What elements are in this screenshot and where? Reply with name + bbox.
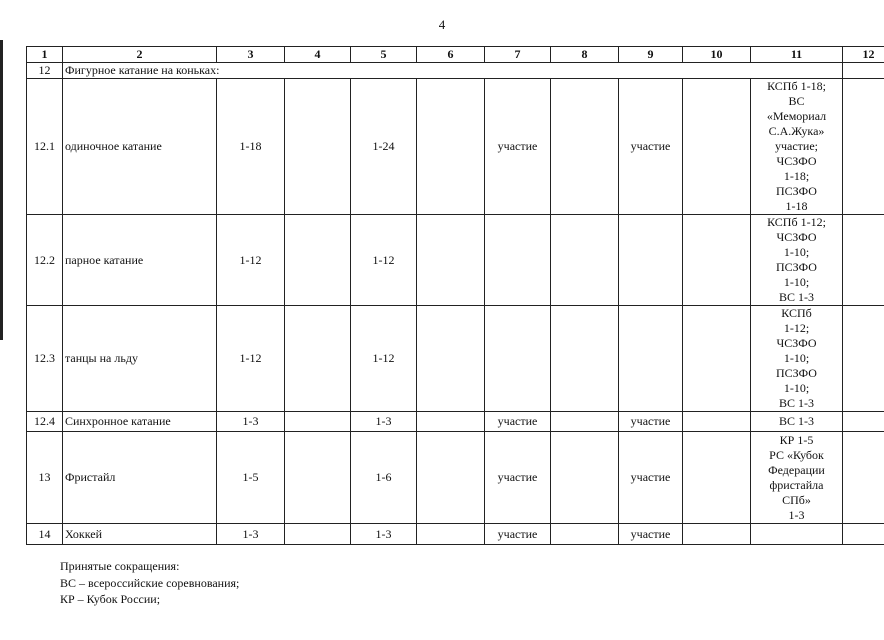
- cell-col4: [285, 215, 351, 306]
- row-number: 12: [27, 63, 63, 79]
- cell-col10: [683, 306, 751, 412]
- cell-line: Федерации: [768, 462, 825, 477]
- cell-col5: 1-6: [351, 432, 417, 524]
- cell-col11: [751, 79, 843, 215]
- cell-line: КСПб 1-18;: [767, 79, 826, 93]
- table-row: [27, 63, 884, 79]
- table-row: [27, 432, 884, 524]
- cell-line: ПСЗФО: [776, 184, 817, 198]
- cell-col3: 1-3: [217, 412, 285, 432]
- cell-col9: участие: [619, 432, 683, 524]
- discipline-name: танцы на льду: [63, 306, 217, 412]
- cell-line: КСПб: [781, 306, 812, 320]
- competition-table: [26, 46, 884, 545]
- cell-col7: участие: [485, 79, 551, 215]
- column-header: 4: [285, 47, 351, 63]
- cell-col4: [285, 432, 351, 524]
- column-header: 10: [683, 47, 751, 63]
- cell-col10: [683, 432, 751, 524]
- table-row: [27, 524, 884, 545]
- column-header: 6: [417, 47, 485, 63]
- notes-line: КР – Кубок России;: [60, 592, 161, 606]
- cell-col9: участие: [619, 412, 683, 432]
- cell-line: 1-3: [788, 507, 805, 522]
- cell-col7: [485, 306, 551, 412]
- cell-col4: [285, 412, 351, 432]
- cell-col7: участие: [485, 412, 551, 432]
- cell-col6: [417, 79, 485, 215]
- cell-col7: участие: [485, 524, 551, 545]
- cell-col10: [683, 524, 751, 545]
- row-number: 12.1: [27, 79, 63, 215]
- column-header: 8: [551, 47, 619, 63]
- table-header-row: [27, 47, 884, 63]
- discipline-name: Фристайл: [63, 432, 217, 524]
- discipline-name: одиночное катание: [63, 79, 217, 215]
- cell-col11: [751, 524, 843, 545]
- cell-line: 1-12;: [783, 321, 810, 335]
- cell-col8: [551, 432, 619, 524]
- cell-col4: [285, 79, 351, 215]
- cell-line: ВС 1-3: [778, 290, 814, 304]
- cell-col9: [619, 215, 683, 306]
- abbreviations-notes: [60, 558, 239, 608]
- cell-col6: [417, 412, 485, 432]
- row-number: 12.2: [27, 215, 63, 306]
- column-header: 7: [485, 47, 551, 63]
- discipline-name: парное катание: [63, 215, 217, 306]
- cell-col5: 1-24: [351, 79, 417, 215]
- table-row: [27, 306, 884, 412]
- cell-col10: [683, 412, 751, 432]
- cell-col4: [285, 524, 351, 545]
- cell-line: СПб»: [782, 492, 811, 507]
- cell-col5: 1-12: [351, 215, 417, 306]
- cell-col9: участие: [619, 524, 683, 545]
- cell-col8: [551, 412, 619, 432]
- cell-col3: 1-3: [217, 524, 285, 545]
- cell-line: ЧСЗФО: [776, 154, 817, 168]
- cell-col11: [751, 432, 843, 524]
- cell-line: ПСЗФО: [776, 366, 817, 380]
- table-row: [27, 215, 884, 306]
- cell-col8: [551, 215, 619, 306]
- cell-col10: [683, 215, 751, 306]
- cell-line: 1-10;: [783, 245, 810, 259]
- cell-line: ЧСЗФО: [776, 336, 817, 350]
- cell-line: КР 1-5: [779, 432, 814, 447]
- column-header: 12: [843, 47, 884, 63]
- row-number: 12.4: [27, 412, 63, 432]
- cell-col11: [751, 412, 843, 432]
- cell-line: 1-10;: [783, 275, 810, 289]
- cell-col10: [683, 79, 751, 215]
- scan-edge-bar: [0, 40, 3, 340]
- table-row: [27, 412, 884, 432]
- cell-line: ВС 1-3: [778, 396, 814, 410]
- cell-line: 1-10;: [783, 381, 810, 395]
- cell-line: 1-18: [785, 199, 808, 213]
- cell-line: С.А.Жука»: [768, 124, 825, 138]
- cell-col3: 1-12: [217, 306, 285, 412]
- row-number: 13: [27, 432, 63, 524]
- notes-line: ВС – всероссийские соревнования;: [60, 575, 240, 590]
- notes-title: Принятые сокращения:: [60, 559, 180, 573]
- cell-col7: участие: [485, 432, 551, 524]
- cell-col7: [485, 215, 551, 306]
- cell-col6: [417, 524, 485, 545]
- cell-line: 1-18;: [783, 169, 810, 183]
- cell-col12: [843, 63, 884, 79]
- row-number: 12.3: [27, 306, 63, 412]
- cell-col12: [843, 215, 884, 306]
- cell-col11: [751, 215, 843, 306]
- section-title: Фигурное катание на коньках:: [63, 63, 843, 79]
- cell-col9: участие: [619, 79, 683, 215]
- cell-col12: [843, 79, 884, 215]
- cell-col3: 1-5: [217, 432, 285, 524]
- cell-col12: [843, 524, 884, 545]
- cell-line: КСПб 1-12;: [767, 215, 826, 229]
- column-header: 1: [27, 47, 63, 63]
- cell-col9: [619, 306, 683, 412]
- cell-col8: [551, 306, 619, 412]
- cell-col12: [843, 306, 884, 412]
- cell-col6: [417, 306, 485, 412]
- discipline-name: Хоккей: [63, 524, 217, 545]
- cell-line: фристайла: [769, 477, 824, 492]
- cell-col3: 1-18: [217, 79, 285, 215]
- cell-col12: [843, 432, 884, 524]
- cell-line: ПСЗФО: [776, 260, 817, 274]
- table-row: [27, 79, 884, 215]
- column-header: 2: [63, 47, 217, 63]
- cell-col12: [843, 412, 884, 432]
- cell-col6: [417, 432, 485, 524]
- cell-col8: [551, 524, 619, 545]
- cell-col8: [551, 79, 619, 215]
- cell-line: РС «Кубок: [769, 447, 824, 462]
- cell-line: ЧСЗФО: [776, 230, 817, 244]
- cell-line: «Мемориал: [766, 109, 827, 123]
- column-header: 9: [619, 47, 683, 63]
- cell-col3: 1-12: [217, 215, 285, 306]
- row-number: 14: [27, 524, 63, 545]
- cell-col5: 1-3: [351, 524, 417, 545]
- cell-col11: [751, 306, 843, 412]
- cell-col6: [417, 215, 485, 306]
- page-number: 4: [438, 17, 446, 32]
- column-header: 3: [217, 47, 285, 63]
- cell-line: 1-10;: [783, 351, 810, 365]
- cell-col5: 1-12: [351, 306, 417, 412]
- cell-line: участие;: [774, 139, 818, 153]
- column-header: 5: [351, 47, 417, 63]
- cell-line: ВС: [788, 94, 805, 108]
- column-header: 11: [751, 47, 843, 63]
- cell-col5: 1-3: [351, 412, 417, 432]
- cell-line: ВС 1-3: [778, 414, 814, 428]
- discipline-name: Синхронное катание: [63, 412, 217, 432]
- cell-col4: [285, 306, 351, 412]
